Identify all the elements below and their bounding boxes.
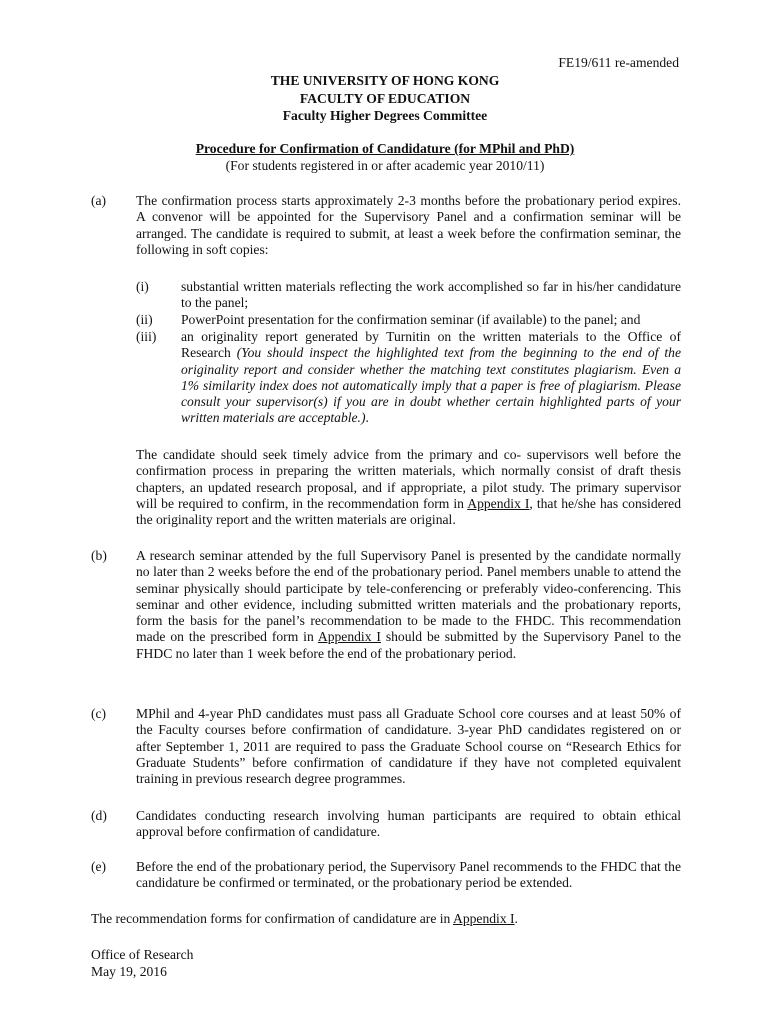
item-d-text: Candidates conducting research involving human participants are required to obtain ethical approval before confirmation of candidature. — [136, 808, 681, 840]
closing-sentence — [91, 911, 518, 927]
office-name: Office of Research — [91, 947, 194, 962]
item-b — [91, 548, 681, 662]
document-date: May 19, 2016 — [91, 964, 167, 979]
item-e-label: (e) — [91, 859, 107, 874]
item-a — [91, 193, 681, 258]
appendix-link-2[interactable]: Appendix I — [317, 629, 381, 645]
subitem-i-label: (i) — [136, 279, 149, 294]
appendix-link-1[interactable]: Appendix I — [467, 495, 530, 511]
appendix-link-3[interactable]: Appendix I — [453, 911, 515, 926]
item-d — [91, 808, 681, 841]
item-b-text-pre: A research seminar attended by the full Supervisory Panel is presented by the candidate normally no later than 2 weeks before the end of the probationary period. Panel members unable to attend the seminar physically should participate by tele-conferencing or preferably video-conferencing. This seminar and other evidence, including submitted written materials and the probationary reports, form the basis for the panel’s recommendation to be made to the FHDC. This recommendation made on the prescribed form in — [136, 548, 681, 645]
item-c-text: MPhil and 4-year PhD candidates must pass all Graduate School core courses and at least 50% of the Faculty courses before confirmation of candidature. 3-year PhD candidates registered on or after September 1, 2011 are required to pass the Graduate School course on “Research Ethics for Graduate Students” before confirmation of candidature if they have not completed equivalent training in previous research degree programmes. — [136, 706, 681, 787]
item-a-label: (a) — [91, 193, 107, 208]
document-header — [0, 72, 770, 125]
reference-code: FE19/611 re-amended — [558, 55, 679, 70]
subitem-iii-body — [181, 329, 681, 427]
closing-text-pre: The recommendation forms for confirmation of candidature are in — [91, 911, 453, 926]
subitem-ii-label: (ii) — [136, 312, 153, 327]
advice-paragraph — [136, 447, 681, 528]
item-b-label: (b) — [91, 548, 107, 563]
subitem-ii — [136, 312, 681, 328]
subitem-ii-text: PowerPoint presentation for the confirmation seminar (if available) to the panel; and — [181, 312, 641, 327]
item-c-label: (c) — [91, 706, 107, 721]
closing-text-post: . — [514, 911, 518, 926]
document-title: Procedure for Confirmation of Candidature (for MPhil and PhD) — [195, 141, 575, 156]
university-name: THE UNIVERSITY OF HONG KONG — [270, 73, 500, 88]
subitem-i — [136, 279, 681, 312]
item-e — [91, 859, 681, 892]
plagiarism-note: (You should inspect the highlighted text from the beginning to the end of the originality report and consider whether the matching text constitutes plagiarism. Even a 1% similarity index does not automatically imply that a paper is free of plagiarism. Please consult your supervisor(s) if you are in doubt whether certain highlighted parts of your written materials are acceptable.) — [181, 345, 681, 426]
subitem-iii — [136, 329, 681, 427]
subitem-iii-label: (iii) — [136, 329, 157, 344]
advice-text-post: , that he/she has considered the originality report and the written materials are original. — [136, 495, 682, 528]
item-b-body — [136, 548, 681, 662]
item-a-text: The confirmation process starts approximately 2-3 months before the probationary period expires. A convenor will be appointed for the Supervisory Panel and a confirmation seminar will be arranged. The candidate is required to submit, at least a week before the confirmation seminar, the following in soft copies: — [136, 193, 681, 257]
signature-block — [91, 946, 193, 980]
item-e-text: Before the end of the probationary period, the Supervisory Panel recommends to the FHDC that the candidature be confirmed or terminated, or the probationary period be extended. — [136, 859, 681, 891]
item-b-text-post: should be submitted by the Supervisory Panel to the FHDC no later than 1 week before the end of the probationary period. — [136, 629, 681, 661]
subitem-iii-end: . — [365, 410, 369, 426]
faculty-name: FACULTY OF EDUCATION — [299, 90, 471, 106]
document-subtitle: (For students registered in or after academic year 2010/11) — [225, 158, 545, 173]
committee-name: Faculty Higher Degrees Committee — [282, 108, 488, 123]
subitem-iii-text: an originality report generated by Turnitin on the written materials to the Office of Research — [181, 329, 681, 361]
subitem-i-text: substantial written materials reflecting the work accomplished so far in his/her candidature to the panel; — [181, 279, 681, 311]
advice-text-pre: The candidate should seek timely advice from the primary and co- supervisors well before the confirmation process in preparing the written materials, which normally consist of draft thesis chapters, an updated research proposal, and if appropriate, a pilot study. The primary supervisor will be required to confirm, in the recommendation form in — [136, 447, 681, 511]
item-c — [91, 706, 681, 787]
item-d-label: (d) — [91, 808, 107, 823]
